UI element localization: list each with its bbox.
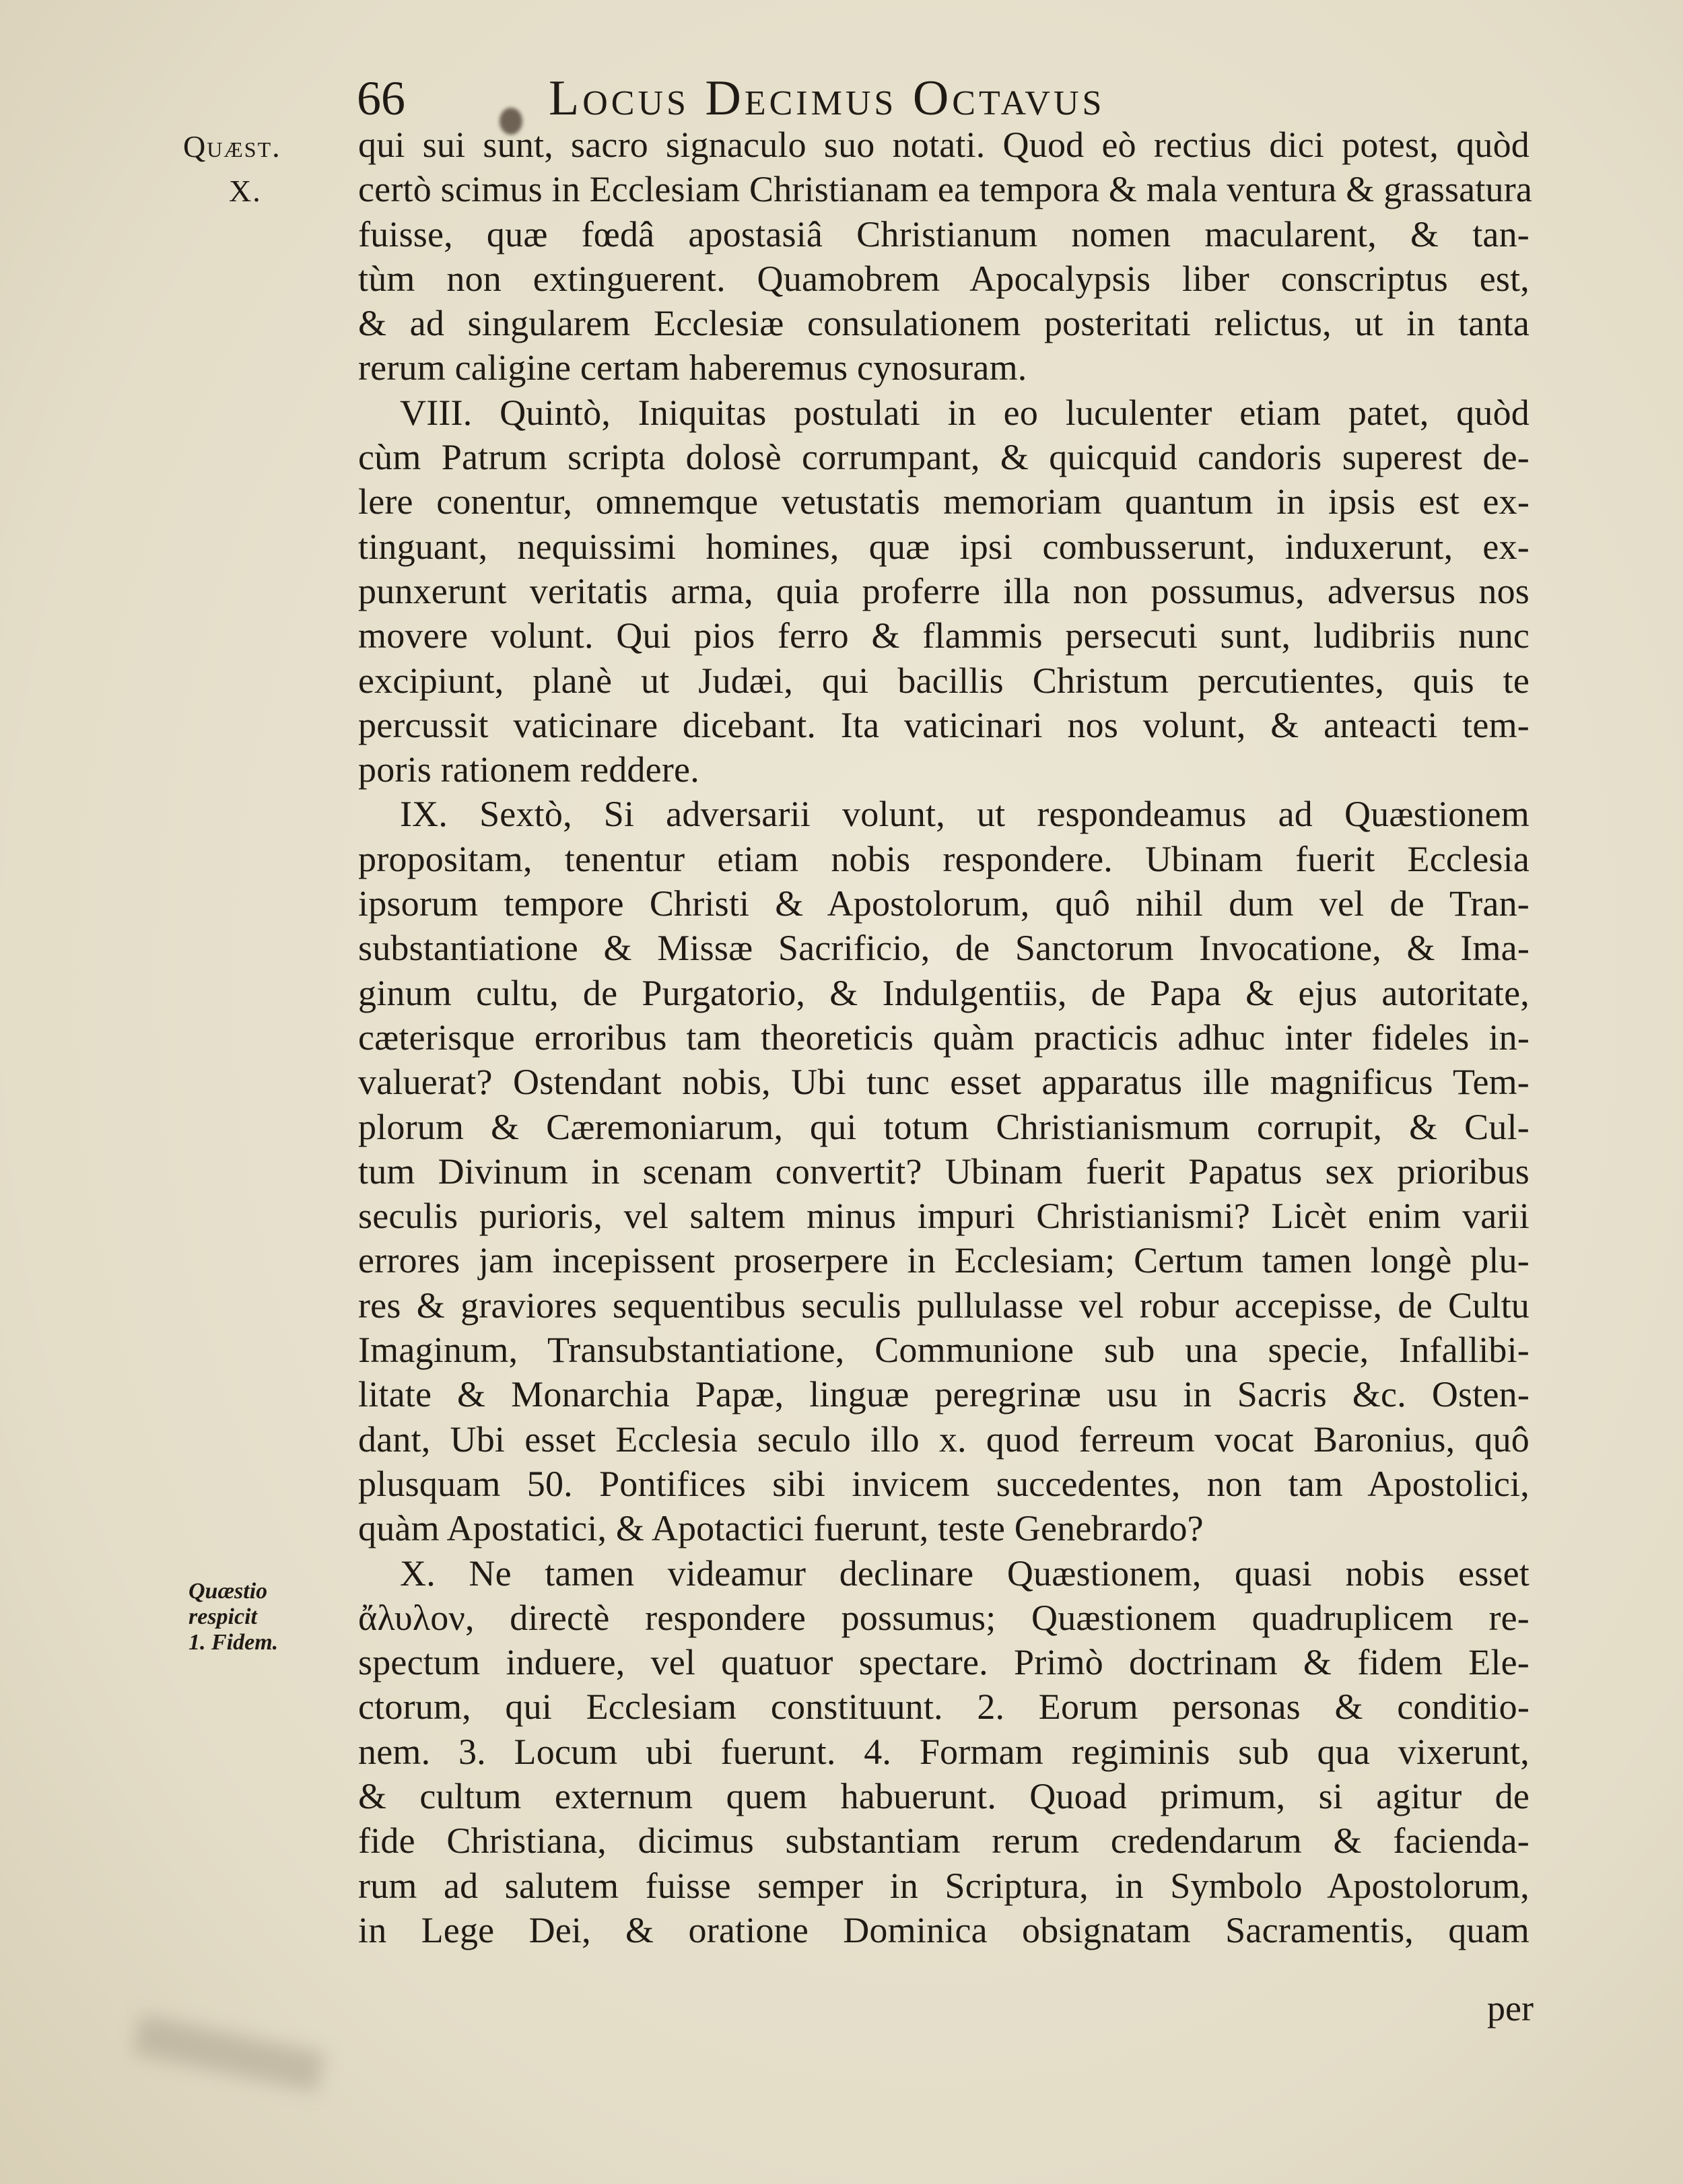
text-line: VIII. Quintò, Iniquitas postulati in eo luculenter etiam patet, quòd (400, 392, 1530, 433)
margin-note-line: 1. Fidem. (188, 1630, 279, 1655)
text-line: seculis purioris, vel saltem minus impuri Christianismi? Licèt enim varii (358, 1196, 1530, 1237)
text-line: cæterisque erroribus tam theoreticis quàm practicis adhuc inter fideles in- (358, 1017, 1530, 1058)
text-line: plusquam 50. Pontifices sibi invicem succedentes, non tam Apostolici, (358, 1463, 1530, 1504)
text-line: fuisse, quæ fœdâ apostasiâ Christianum nomen macularent, & tan- (358, 213, 1530, 254)
text-line: litate & Monarchia Papæ, linguæ peregrinæ usu in Sacris &c. Osten- (358, 1374, 1530, 1415)
text-line: IX. Sextò, Si adversarii volunt, ut respondeamus ad Quæstionem (400, 794, 1530, 835)
text-line: rum ad salutem fuisse semper in Scriptura, in Symbolo Apostolorum, (358, 1865, 1530, 1906)
text-line: & ad singularem Ecclesiæ consulationem posteritati relictus, ut in tanta (358, 303, 1530, 344)
text-line: quàm Apostatici, & Apotactici fuerunt, teste Genebrardo? (358, 1508, 1204, 1549)
text-line: lere conentur, omnemque vetustatis memoriam quantum in ipsis est ex- (358, 481, 1530, 522)
text-line: substantiatione & Missæ Sacrificio, de Sanctorum Invocatione, & Ima- (358, 928, 1530, 969)
running-title: Locus Decimus Octavus (549, 71, 1105, 126)
text-line: ctorum, qui Ecclesiam constituunt. 2. Eorum personas & conditio- (358, 1686, 1530, 1728)
text-line: cùm Patrum scripta dolosè corrumpant, & quicquid candoris superest de- (358, 437, 1530, 478)
text-line: punxerunt veritatis arma, quia proferre illa non possumus, adversus nos (358, 570, 1530, 611)
text-line: in Lege Dei, & oratione Dominica obsignatam Sacramentis, quam (358, 1909, 1530, 1950)
margin-note-line: respicit (188, 1604, 257, 1629)
text-line: Imaginum, Transubstantiatione, Communione sub una specie, Infallibi- (358, 1330, 1530, 1371)
text-line: ipsorum tempore Christi & Apostolorum, quô nihil dum vel de Tran- (358, 883, 1530, 924)
text-line: rerum caligine certam haberemus cynosuram. (358, 347, 1027, 388)
text-line: tùm non extinguerent. Quamobrem Apocalypsis liber conscriptus est, (358, 258, 1530, 299)
text-line: fide Christiana, dicimus substantiam rerum credendarum & facienda- (358, 1820, 1530, 1862)
margin-quaest-label: Quæst. (183, 129, 281, 164)
text-line: valuerat? Ostendant nobis, Ubi tunc esset apparatus ille magnificus Tem- (358, 1062, 1530, 1103)
text-line: certò scimus in Ecclesiam Christianam ea tempora & mala ventura & grassatura (358, 169, 1533, 210)
text-line: res & graviores sequentibus seculis pullulasse vel robur accepisse, de Cultu (358, 1285, 1530, 1326)
text-line: ἄλυλον, directè respondere possumus; Quæstionem quadruplicem re- (358, 1597, 1530, 1638)
text-line: tum Divinum in scenam convertit? Ubinam fuerit Papatus sex prioribus (358, 1151, 1530, 1192)
body-text (358, 123, 1533, 1952)
text-line: X. Ne tamen videamur declinare Quæstionem, quasi nobis esset (400, 1552, 1530, 1594)
text-line: movere volunt. Qui pios ferro & flammis persecuti sunt, ludibriis nunc (358, 615, 1530, 656)
catchword: per (1487, 1988, 1534, 2028)
margin-quaest-number: X. (229, 174, 262, 208)
text-line: percussit vaticinare dicebant. Ita vaticinari nos volunt, & anteacti tem- (358, 704, 1530, 745)
page-number: 66 (357, 71, 405, 125)
text-line: poris rationem reddere. (358, 749, 699, 790)
text-line: ginum cultu, de Purgatorio, & Indulgentiis, de Papa & ejus autoritate, (358, 972, 1530, 1013)
text-line: nem. 3. Locum ubi fuerunt. 4. Formam regiminis sub qua vixerunt, (358, 1731, 1530, 1772)
text-line: qui sui sunt, sacro signaculo suo notati. Quod eò rectius dici potest, quòd (358, 125, 1530, 165)
running-head (357, 65, 1346, 132)
text-line: excipiunt, planè ut Judæi, qui bacillis Christum percutientes, quis te (358, 660, 1530, 701)
margin-note-line: Quæstio (188, 1579, 268, 1604)
text-line: dant, Ubi esset Ecclesia seculo illo x. quod ferreum vocat Baronius, quô (358, 1419, 1530, 1460)
text-line: & cultum externum quem habuerunt. Quoad primum, si agitur de (358, 1775, 1530, 1816)
paper-stain (133, 2014, 325, 2093)
text-line: tinguant, nequissimi homines, quæ ipsi combusserunt, induxerunt, ex- (358, 526, 1530, 567)
text-line: errores jam incepissent proserpere in Ecclesiam; Certum tamen longè plu- (358, 1240, 1530, 1281)
text-line: propositam, tenentur etiam nobis respondere. Ubinam fuerit Ecclesia (358, 838, 1530, 879)
text-line: plorum & Cæremoniarum, qui totum Christianismum corrupit, & Cul- (358, 1106, 1530, 1147)
text-line: spectum induere, vel quatuor spectare. Primò doctrinam & fidem Ele- (358, 1642, 1530, 1683)
margin-note (188, 1579, 364, 1656)
